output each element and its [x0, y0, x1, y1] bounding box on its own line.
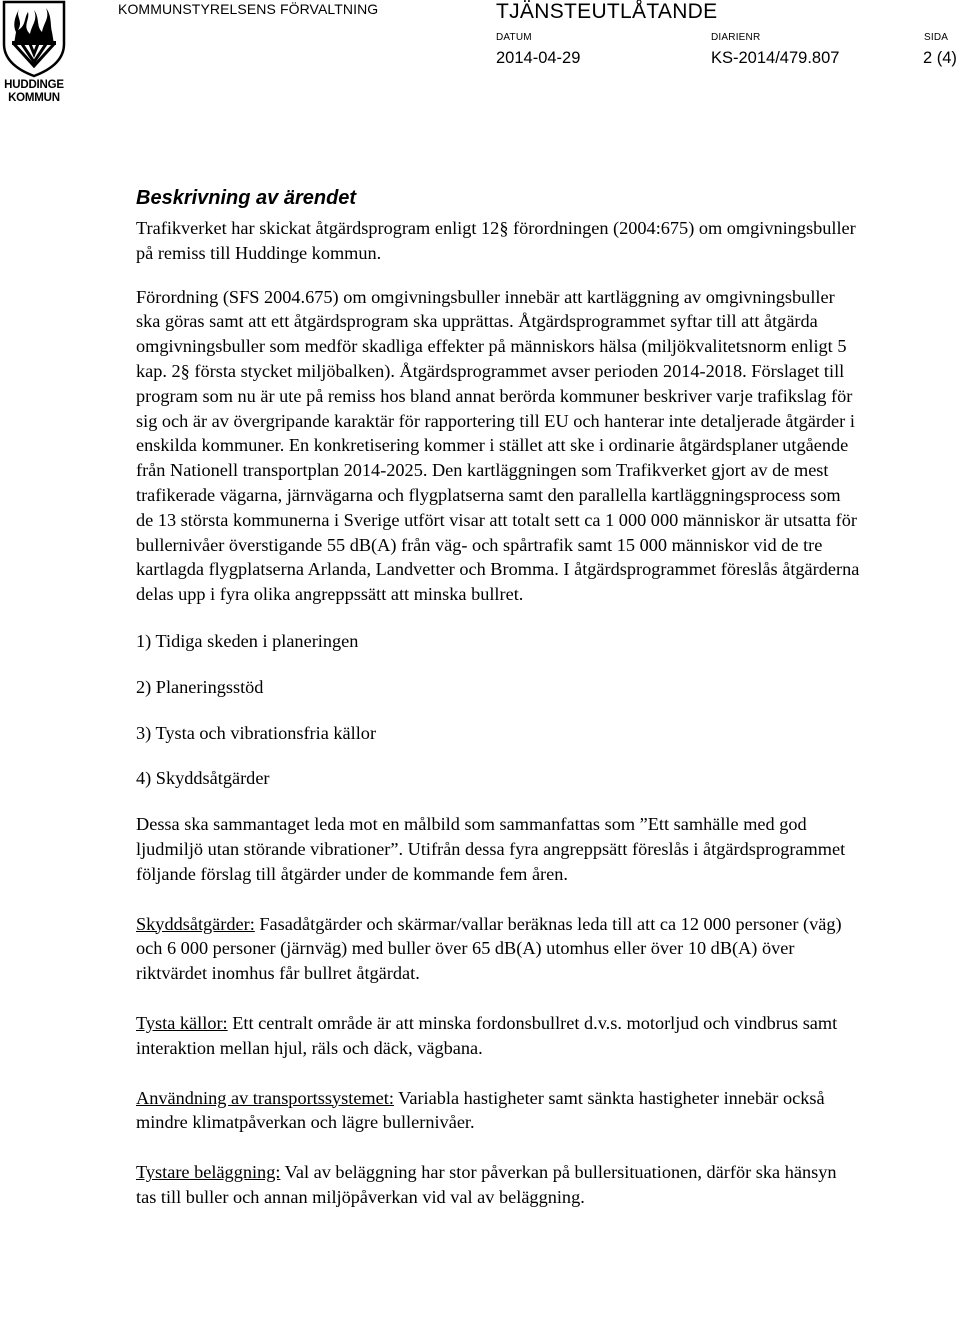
logo-text-line2: KOMMUN	[8, 92, 60, 104]
diarienr-value: KS-2014/479.807	[711, 49, 840, 67]
measure-title: Skyddsåtgärder:	[136, 913, 255, 934]
paragraph-background: Förordning (SFS 2004.675) om omgivningsbuller innebär att kartläggning av omgivningsbuller ska göras samt att ett åtgärdsprogram ska upprättas. Åtgärdsprogrammet syftar till att åtgärda omgivningsbuller som medför skadliga effekter på människors hälsa (miljökvalitetsnorm enligt 5 kap. 2§ första stycket miljöbalken). Åtgärdsprogrammet avser perioden 2014-2018. Förslaget till program som nu är ute på remiss hos bland annat berörda kommuner beskriver varje trafikslag för sig och är av övergripande karaktär för rapportering till EU och hanterar inte detaljerade åtgärder i enskilda kommuner. En konkretisering kommer i stället att ske i ordinarie åtgärdsplaner utgående från Nationell transportplan 2014-2025. Den kartläggningen som Trafikverket gjort av de mest trafikerade vägarna, järnvägarna och flygplatserna samt den parallella kartläggningsprocess som de 13 största kommunerna i Sverige utfört visar att totalt sett ca 1 000 000 människor är utsatta för bullernivåer överstigande 55 dB(A) från väg- och spårtrafik samt 15 000 människor vid de tre kartlagda flygplatserna Arlanda, Landvetter och Bromma. I åtgärdsprogrammet föreslås åtgärderna delas upp i fyra olika angreppssätt att minska bullret.	[136, 286, 860, 605]
paragraph-goal: Dessa ska sammantaget leda mot en målbild som sammanfattas som ”Ett samhälle med god ljudmiljö utan störande vibrationer”. Utifrån dessa fyra angreppsätt föreslås i åtgärdsprogrammet följande förslag till åtgärder under de kommande fem åren.	[136, 814, 846, 884]
organization-name: KOMMUNSTYRELSENS FÖRVALTNING	[118, 1, 379, 17]
measure-title: Användning av transportssystemet:	[136, 1087, 394, 1108]
datum-value: 2014-04-29	[496, 49, 581, 67]
measure-text: Variabla hastigheter samt sänkta hastigheter innebär också mindre klimatpåverkan och lägre bullernivåer.	[136, 1087, 825, 1133]
document-type: TJÄNSTEUTLÅTANDE	[496, 0, 718, 23]
measure-text: Ett centralt område är att minska fordonsbullret d.v.s. motorljud och vindbrus samt interaktion mellan hjul, räls och däck, vägbana.	[136, 1012, 838, 1058]
paragraph-intro: Trafikverket har skickat åtgärdsprogram enligt 12§ förordningen (2004:675) om omgivningsbuller på remiss till Huddinge kommun.	[136, 218, 856, 263]
logo-text	[0, 79, 68, 105]
datum-label: DATUM	[496, 32, 532, 43]
measure-tysta-kallor	[136, 1011, 860, 1061]
measure-text: Val av beläggning har stor påverkan på bullersituationen, därför ska hänsyn tas till buller och annan miljöpåverkan vid val av beläggning.	[136, 1162, 837, 1207]
measure-tystare-belaggning	[136, 1160, 860, 1210]
measure-title: Tysta källor:	[136, 1012, 228, 1033]
measure-text: Fasadåtgärder och skärmar/vallar beräknas leda till att ca 12 000 personer (väg) och 6 000 personer (järnväg) med buller över 65 dB(A) utomhus eller över 10 dB(A) över riktvärdet inomhus får bullret åtgärdat.	[136, 913, 842, 984]
measure-anvandning	[136, 1086, 860, 1136]
list-item-1: 1) Tidiga skeden i planeringen	[136, 630, 359, 651]
list-item-4: 4) Skyddsåtgärder	[136, 768, 270, 789]
list-item-3: 3) Tysta och vibrationsfria källor	[136, 722, 377, 743]
list-item-2: 2) Planeringsstöd	[136, 676, 264, 697]
sida-value: 2 (4)	[923, 49, 957, 67]
diarienr-label: DIARIENR	[711, 32, 761, 43]
measure-title: Tystare beläggning:	[136, 1162, 281, 1183]
coat-of-arms-icon	[0, 0, 68, 78]
measure-skyddsatgarder	[136, 912, 860, 986]
section-heading: Beskrivning av ärendet	[136, 187, 357, 209]
document-body	[136, 186, 860, 1210]
sida-label: SIDA	[924, 32, 949, 43]
huddinge-kommun-logo	[0, 0, 68, 108]
logo-text-line1: HUDDINGE	[4, 79, 64, 91]
